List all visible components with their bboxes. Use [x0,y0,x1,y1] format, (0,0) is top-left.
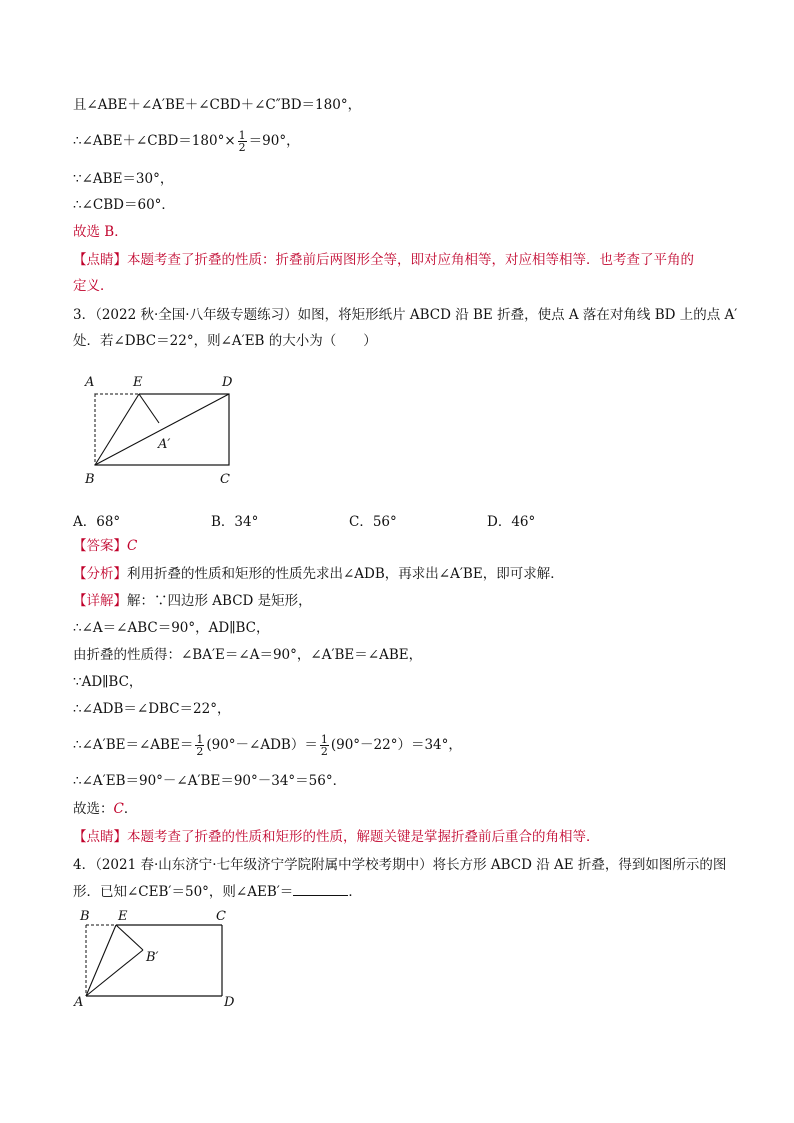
label-B: B [80,909,90,924]
label-E: E [118,909,128,924]
solution-line-2 [73,130,300,153]
q3-choice-a[interactable]: A．68° [73,514,121,530]
q3-detail-3: 由折叠的性质得：∠BA′E＝∠A＝90°，∠A′BE＝∠ABE， [73,647,423,663]
fold-AE [86,925,116,996]
label-A-prime: A′ [158,437,171,452]
solution-choice: 故选 B． [73,224,128,240]
segment-EA1 [139,394,159,423]
q3-analysis [73,565,564,583]
q4-stem-2-period: ． [348,884,362,900]
label-B-prime: B′ [146,950,159,965]
comment-text: 本题考查了折叠的性质：折叠前后两图形全等，即对应角相等，对应相等相等．也考查了平角的 [127,252,694,268]
fraction-half: $\frac{1}{2}$ [238,129,246,154]
solution-line-3: ∵∠ABE＝30°， [73,171,174,187]
detail-tag: 【详解】 [73,593,127,609]
analysis-text: 利用折叠的性质和矩形的性质先求出∠ADB，再求出∠A′BE，即可求解． [127,566,564,582]
label-E: E [133,375,143,390]
q3-detail-8 [73,800,137,818]
q3-detail-1 [73,592,312,610]
detail-8-period: ． [123,801,138,817]
q3-comment [73,828,600,846]
fraction-half-2: $\frac{1}{2}$ [320,733,328,758]
segment-EB1 [116,925,143,950]
label-A: A [85,375,95,390]
q3-choice-d[interactable]: D．46° [487,514,536,530]
comment-prev [73,251,694,269]
detail-6-tail: (90°－22°）＝34°， [330,737,462,753]
q3-detail-4: ∵AD∥BC， [73,674,143,690]
q3-answer [73,537,137,555]
q3-stem-2: 处．若∠DBC＝22°，则∠A′EB 的大小为（ ） [73,333,377,349]
detail-8-text: 故选： [73,801,114,817]
q4-stem-2-text: 形．已知∠CEB′＝50°，则∠AEB′＝ [73,884,294,900]
detail-6-mid: (90°－∠ADB）＝ [206,737,318,753]
q4-stem-2 [73,883,362,901]
q4-stem-1: 4．（2021 春·山东济宁·七年级济宁学院附属中学校考期中）将长方形 ABCD 沿 AE 折叠，得到如图所示的图 [73,857,727,873]
q3-detail-7: ∴∠A′EB＝90°－∠A′BE＝90°－34°＝56°． [73,773,347,789]
q3-detail-6 [73,734,462,757]
q3-choice-b[interactable]: B．34° [211,514,259,530]
label-D: D [224,995,235,1010]
detail-text-1: 解：∵四边形 ABCD 是矩形， [127,593,312,609]
label-C: C [220,472,230,487]
diagonal-BD [95,394,229,465]
q3-stem-1: 3．（2022 秋·全国·八年级专题练习）如图，将矩形纸片 ABCD 沿 BE 折叠，使点 A 落在对角线 BD 上的点 A′ [73,307,738,323]
q3-detail-2: ∴∠A＝∠ABC＝90°，AD∥BC， [73,620,270,636]
label-A: A [74,995,84,1010]
label-D: D [222,375,233,390]
answer-tag: 【答案】 [73,538,127,554]
solution-line-2-text: ∴∠ABE＋∠CBD＝180°× [73,133,236,149]
answer-value: C [127,538,138,554]
q3-choice-c[interactable]: C．56° [349,514,397,530]
answer-blank[interactable] [293,883,348,896]
q3-detail-5: ∴∠ADB＝∠DBC＝22°， [73,701,231,717]
comment-tag-q3: 【点睛】 [73,829,127,845]
fraction-half-1: $\frac{1}{2}$ [196,733,204,758]
solution-line-1: 且∠ABE＋∠A′BE＋∠CBD＋∠C″BD＝180°， [73,97,362,113]
q4-figure [72,905,242,1010]
comment-tag: 【点睛】 [73,252,127,268]
label-B: B [85,472,95,487]
detail-6-text: ∴∠A′BE＝∠ABE＝ [73,737,194,753]
comment-text-q3: 本题考查了折叠的性质和矩形的性质，解题关键是掌握折叠前后重合的角相等． [127,829,600,845]
solution-line-4: ∴∠CBD＝60°． [73,197,175,213]
fold-BE [95,394,139,465]
solution-line-2-tail: ＝90°， [248,133,300,149]
segment-B1A [86,950,143,996]
detail-8-choice: C [113,801,124,817]
analysis-tag: 【分析】 [73,566,127,582]
comment-prev-2: 定义． [73,278,114,294]
label-C: C [216,909,226,924]
q3-figure [78,370,248,490]
